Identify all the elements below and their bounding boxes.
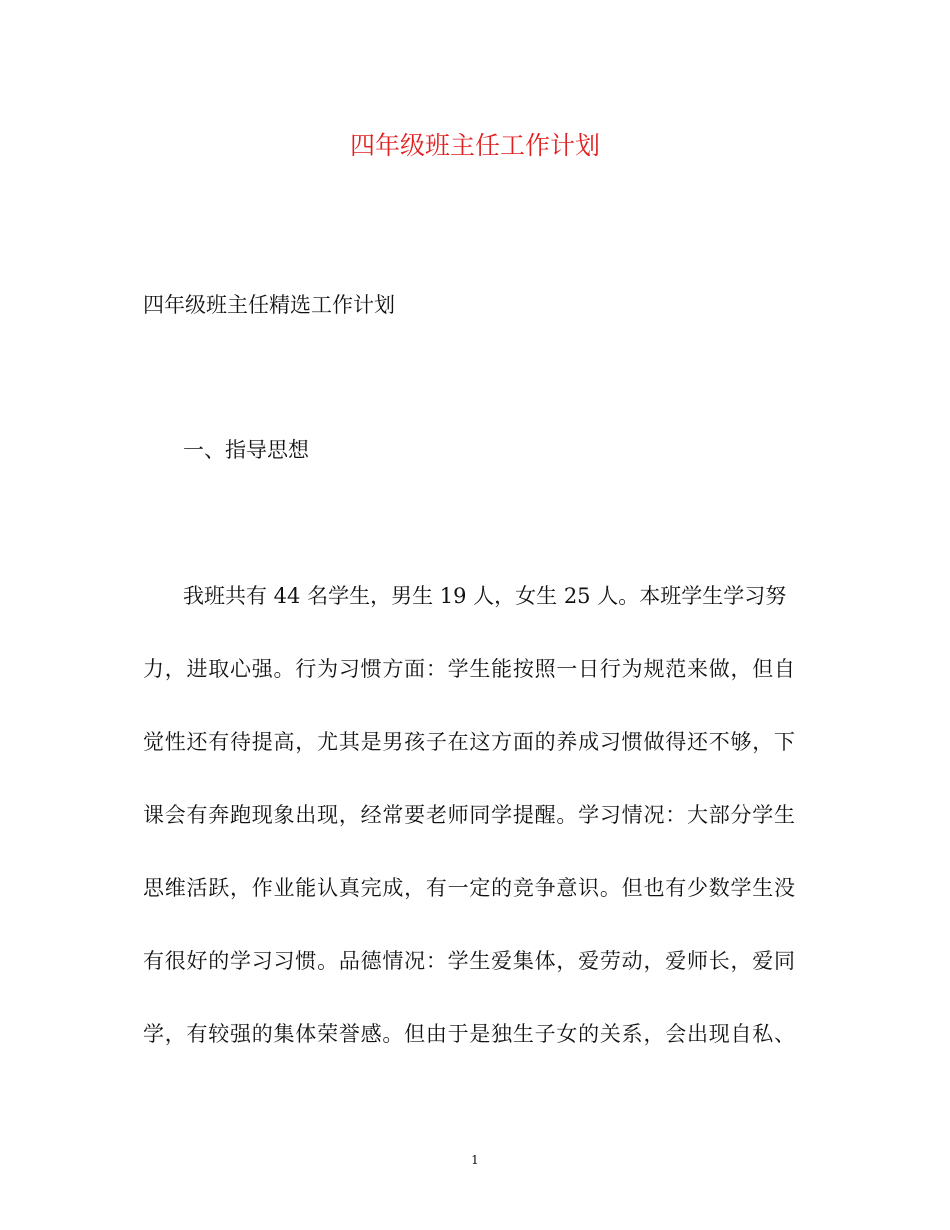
document-subtitle: 四年级班主任精选工作计划 [143, 293, 395, 317]
paragraph-line: 学，有较强的集体荣誉感。但由于是独生子女的关系，会出现自私、 [143, 1022, 795, 1046]
paragraph-line: 课会有奔跑现象出现，经常要老师同学提醒。学习情况：大部分学生 [143, 803, 795, 827]
paragraph-line: 觉性还有待提高，尤其是男孩子在这方面的养成习惯做得还不够，下 [143, 730, 795, 754]
section-heading-guiding-ideology: 一、指导思想 [183, 438, 309, 462]
page-title: 四年级班主任工作计划 [349, 131, 600, 160]
paragraph-line: 我班共有 44 名学生，男生 19 人，女生 25 人。本班学生学习努 [183, 584, 787, 608]
paragraph-line: 有很好的学习习惯。品德情况：学生爱集体，爱劳动，爱师长，爱同 [143, 949, 795, 973]
paragraph-line: 力，进取心强。行为习惯方面：学生能按照一日行为规范来做，但自 [143, 657, 795, 681]
page-number: 1 [471, 1153, 479, 1167]
paragraph-line: 思维活跃，作业能认真完成，有一定的竞争意识。但也有少数学生没 [143, 876, 795, 900]
